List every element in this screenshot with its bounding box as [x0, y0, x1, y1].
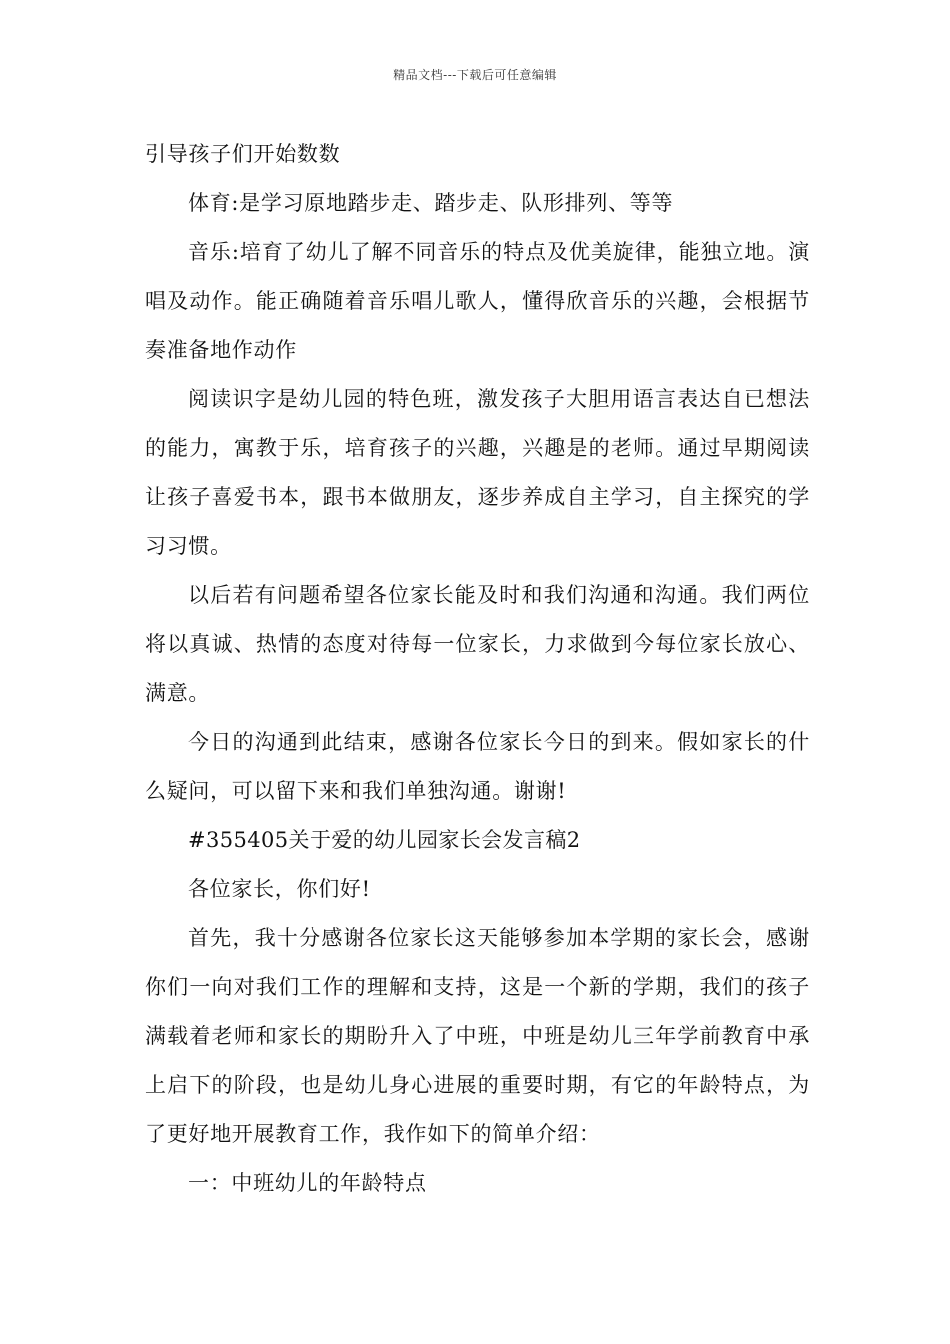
paragraph: 阅读识字是幼儿园的特色班，激发孩子大胆用语言表达自已想法的能力，寓教于乐，培育孩子的兴趣，兴趣是的老师。通过早期阅读让孩子喜爱书本，跟书本做朋友，逐步养成自主学习，自主探究的学习习惯。: [145, 387, 810, 558]
page-header: 精品文档---下载后可任意编辑: [393, 68, 557, 82]
section-heading: #355405关于爱的幼儿园家长会发言稿2: [188, 828, 581, 852]
paragraph: 以后若有问题希望各位家长能及时和我们沟通和沟通。我们两位将以真诚、热情的态度对待每一位家长，力求做到今每位家长放心、满意。: [145, 583, 810, 705]
greeting: 各位家长，你们好!: [188, 877, 371, 901]
paragraph: 首先，我十分感谢各位家长这天能够参加本学期的家长会，感谢你们一向对我们工作的理解和支持，这是一个新的学期，我们的孩子满载着老师和家长的期盼升入了中班，中班是幼儿三年学前教育中承上启下的阶段，也是幼儿身心进展的重要时期，有它的年龄特点，为了更好地开展教育工作，我作如下的简单介绍：: [145, 926, 810, 1146]
paragraph: 引导孩子们开始数数: [145, 142, 341, 166]
paragraph: 体育:是学习原地踏步走、踏步走、队形排列、等等: [188, 191, 674, 215]
document-body: [145, 130, 810, 1208]
paragraph: 音乐:培育了幼儿了解不同音乐的特点及优美旋律，能独立地。演唱及动作。能正确随着音乐唱儿歌人，懂得欣音乐的兴趣，会根据节奏准备地作动作: [145, 240, 810, 362]
paragraph: 今日的沟通到此结束，感谢各位家长今日的到来。假如家长的什么疑问，可以留下来和我们单独沟通。谢谢!: [145, 730, 810, 803]
subsection-heading: 一：中班幼儿的年龄特点: [188, 1171, 427, 1195]
